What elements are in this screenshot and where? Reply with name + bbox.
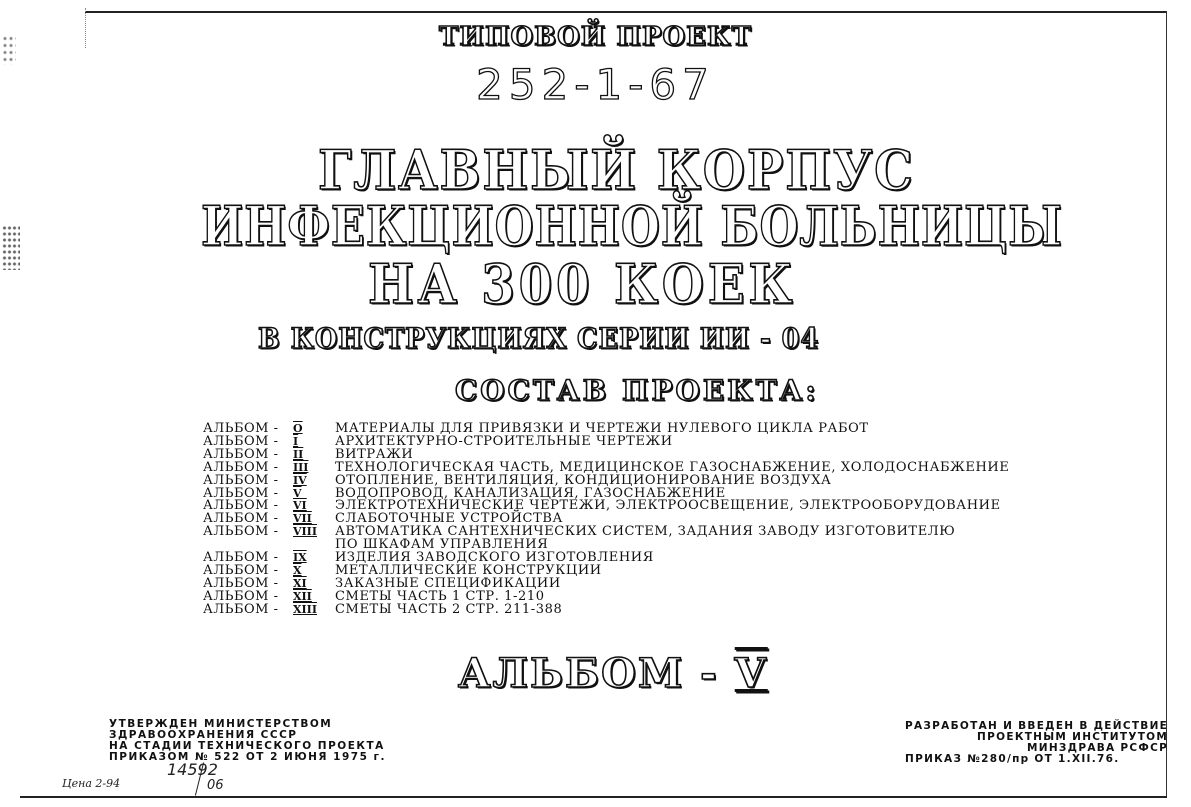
- developer-line: ПРИКАЗ №280/пр ОТ 1.XII.76.: [905, 753, 1120, 765]
- approval-line: ПРИКАЗОМ № 522 ОТ 2 ИЮНЯ 1975 г.: [109, 751, 387, 763]
- current-album-label: АЛЬБОМ -: [458, 650, 735, 697]
- inventory-number: [167, 760, 224, 793]
- inventory-denominator: 06: [207, 778, 224, 793]
- album-row: АЛЬБОМ - II ВИТРАЖИ: [203, 446, 414, 462]
- album-row: АЛЬБОМ - XII СМЕТЫ ЧАСТЬ 1 СТР. 1-210: [203, 588, 545, 604]
- album-row: АЛЬБОМ - VIII АВТОМАТИКА САНТЕХНИЧЕСКИХ СИСТЕМ, ЗАДАНИЯ ЗАВОДУ ИЗГОТОВИТЕЛЮ: [203, 524, 956, 540]
- contents-heading: СОСТАВ ПРОЕКТА:: [455, 374, 819, 407]
- album-row: АЛЬБОМ - X МЕТАЛЛИЧЕСКИЕ КОНСТРУКЦИИ: [203, 562, 602, 578]
- album-row: АЛЬБОМ - O МАТЕРИАЛЫ ДЛЯ ПРИВЯЗКИ И ЧЕРТЕЖИ НУЛЕВОГО ЦИКЛА РАБОТ: [203, 421, 869, 436]
- album-row: АЛЬБОМ - V ВОДОПРОВОД, КАНАЛИЗАЦИЯ, ГАЗОСНАБЖЕНИЕ: [203, 485, 726, 501]
- title-line-3: НА 300 КОЕК: [368, 252, 797, 316]
- approval-line: НА СТАДИИ ТЕХНИЧЕСКОГО ПРОЕКТА: [109, 740, 385, 752]
- album-row: АЛЬБОМ - XI ЗАКАЗНЫЕ СПЕЦИФИКАЦИИ: [203, 575, 561, 591]
- album-row-continuation: ПО ШКАФАМ УПРАВЛЕНИЯ: [335, 537, 549, 553]
- frame-bottom-border: [20, 796, 1167, 798]
- project-number: 252-1-67: [476, 60, 715, 109]
- album-row: АЛЬБОМ - IV ОТОПЛЕНИЕ, ВЕНТИЛЯЦИЯ, КОНДИЦИОНИРОВАНИЕ ВОЗДУХА: [203, 472, 832, 488]
- developer-line: ПРОЕКТНЫМ ИНСТИТУТОМ: [977, 731, 1169, 743]
- developer-line: РАЗРАБОТАН И ВВЕДЕН В ДЕЙСТВИЕ: [905, 720, 1169, 732]
- title-line-1: ГЛАВНЫЙ КОРПУС: [318, 138, 915, 202]
- developer-line: МИНЗДРАВА РСФСР: [1026, 742, 1169, 754]
- album-row: АЛЬБОМ - IX ИЗДЕЛИЯ ЗАВОДСКОГО ИЗГОТОВЛЕНИЯ: [203, 550, 654, 566]
- title-line-2: ИНФЕКЦИОННОЙ БОЛЬНИЦЫ: [201, 194, 1063, 258]
- title-subtitle: В КОНСТРУКЦИЯХ СЕРИИ ИИ - 04: [258, 322, 820, 355]
- album-row: АЛЬБОМ - III ТЕХНОЛОГИЧЕСКАЯ ЧАСТЬ, МЕДИЦИНСКОЕ ГАЗОСНАБЖЕНИЕ, ХОЛОДОСНАБЖЕНИЕ: [203, 459, 1010, 475]
- album-row: АЛЬБОМ - VII СЛАБОТОЧНЫЕ УСТРОЙСТВА: [203, 511, 563, 527]
- current-album-title: [458, 650, 768, 697]
- approval-block: [109, 719, 386, 763]
- developer-block: [905, 721, 1168, 765]
- album-row: АЛЬБОМ - XIII СМЕТЫ ЧАСТЬ 2 СТР. 211-388: [203, 601, 563, 617]
- scan-noise: [2, 225, 20, 270]
- approval-line: ЗДРАВООХРАНЕНИЯ СССР: [109, 729, 298, 741]
- project-type-label: ТИПОВОЙ ПРОЕКТ: [439, 22, 752, 52]
- frame-right-border: [1166, 11, 1167, 797]
- inventory-numerator: 14592: [167, 760, 218, 779]
- album-row: АЛЬБОМ - VI ЭЛЕКТРОТЕХНИЧЕСКИЕ ЧЕРТЕЖИ, ЭЛЕКТРООСВЕЩЕНИЕ, ЭЛЕКТРООБОРУДОВАНИЕ: [203, 498, 1001, 514]
- album-row: АЛЬБОМ - I АРХИТЕКТУРНО-СТРОИТЕЛЬНЫЕ ЧЕРТЕЖИ: [203, 433, 673, 449]
- approval-line: УТВЕРЖДЕН МИНИСТЕРСТВОМ: [109, 718, 333, 730]
- current-album-number: V: [734, 650, 768, 697]
- frame-top-border: [85, 11, 1167, 13]
- album-list: [203, 423, 1009, 617]
- price-note: Цена 2-94: [62, 777, 121, 790]
